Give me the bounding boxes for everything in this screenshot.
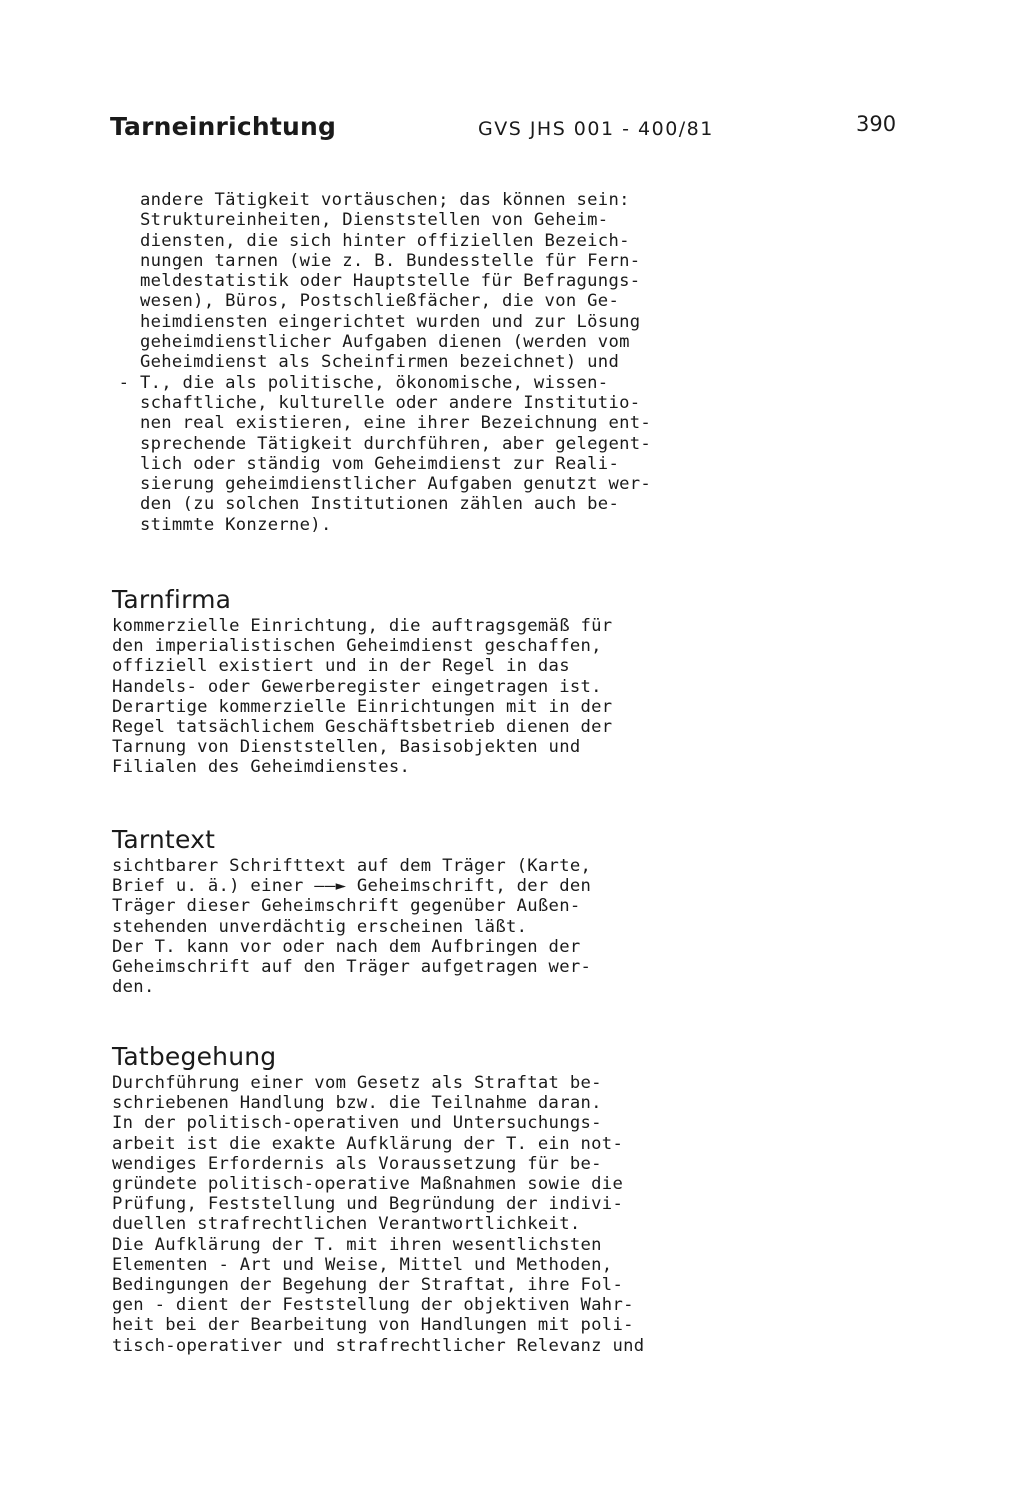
text-line: sprechende Tätigkeit durchführen, aber gelegent- [108, 433, 652, 454]
text-line: Die Aufklärung der T. mit ihren wesentlichsten [112, 1234, 602, 1255]
text-line: sichtbarer Schrifttext auf dem Träger (Karte, [112, 856, 592, 876]
text-line: gründete politisch-operative Maßnahmen sowie die [112, 1174, 624, 1195]
text-line: Struktureinheiten, Dienststellen von Geheim- [108, 210, 609, 231]
text-line: schriebenen Handlung bzw. die Teilnahme daran. [112, 1093, 602, 1114]
text-line: offiziell existiert und in der Regel in das [112, 656, 570, 677]
text-line: In der politisch-operativen und Untersuchungs- [112, 1113, 602, 1134]
text-line: Filialen des Geheimdienstes. [112, 757, 411, 778]
text-line: schaftliche, kulturelle oder andere Institutio- [108, 392, 641, 413]
entry-heading: Tarnfirma [112, 585, 232, 614]
text-line: nen real existieren, eine ihrer Bezeichnung ent- [108, 413, 652, 434]
text-line: Derartige kommerzielle Einrichtungen mit in der [112, 696, 613, 717]
text-line: diensten, die sich hinter offiziellen Bezeich- [108, 230, 630, 251]
text-line: Geheimschrift auf den Träger aufgetragen wer- [112, 957, 592, 978]
text-line: nungen tarnen (wie z. B. Bundesstelle für Fern- [108, 250, 641, 271]
text-line: wendiges Erfordernis als Voraussetzung für be- [112, 1153, 602, 1174]
section-title: Tarneinrichtung [110, 112, 337, 141]
entry-tatbegehung [112, 1043, 772, 1356]
text-line: wesen), Büros, Postschließfächer, die von Ge- [108, 291, 620, 312]
text-line: kommerzielle Einrichtung, die auftragsgemäß für [112, 616, 613, 636]
text-line: duellen strafrechtlichen Verantwortlichkeit. [112, 1214, 581, 1235]
text-line: Tarnung von Dienststellen, Basisobjekten und [112, 737, 581, 758]
entry-heading: Tatbegehung [112, 1042, 277, 1071]
text-line: den. [112, 977, 155, 998]
text-line: meldestatistik oder Hauptstelle für Befragungs- [108, 271, 641, 292]
entry-tarntext [112, 826, 772, 997]
text-line: Bedingungen der Begehung der Straftat, ihre Fol- [112, 1275, 624, 1296]
text-line: Brief u. ä.) einer ——► Geheimschrift, der den [112, 876, 592, 897]
text-line: den imperialistischen Geheimdienst geschaffen, [112, 636, 602, 657]
document-reference: GVS JHS 001 - 400/81 [478, 118, 714, 140]
text-line: Elementen - Art und Weise, Mittel und Methoden, [112, 1254, 613, 1275]
text-line: lich oder ständig vom Geheimdienst zur Reali- [108, 453, 620, 474]
text-line: sierung geheimdienstlicher Aufgaben genutzt wer- [108, 474, 652, 495]
continued-entry-text [108, 190, 788, 535]
text-line: Der T. kann vor oder nach dem Aufbringen der [112, 936, 581, 957]
text-line: Prüfung, Feststellung und Begründung der indivi- [112, 1194, 624, 1215]
text-line: arbeit ist die exakte Aufklärung der T. ein not- [112, 1133, 624, 1154]
entry-tarnfirma [112, 586, 772, 778]
text-line: tisch-operativer und strafrechtlicher Relevanz und [112, 1335, 645, 1356]
text-line: Regel tatsächlichem Geschäftsbetrieb dienen der [112, 717, 613, 738]
text-line: Handels- oder Gewerberegister eingetragen ist. [112, 676, 602, 697]
text-line: stimmte Konzerne). [108, 514, 332, 535]
text-line: Durchführung einer vom Gesetz als Straftat be- [112, 1073, 602, 1093]
text-line: andere Tätigkeit vortäuschen; das können sein: [108, 190, 630, 210]
text-line: gen - dient der Feststellung der objektiven Wahr- [112, 1295, 634, 1316]
text-line: Geheimdienst als Scheinfirmen bezeichnet) und [108, 352, 620, 373]
text-line: - T., die als politische, ökonomische, wissen- [108, 372, 609, 393]
text-line: stehenden unverdächtig erscheinen läßt. [112, 916, 528, 937]
text-line: heit bei der Bearbeitung von Handlungen mit poli- [112, 1315, 634, 1336]
page-number: 390 [856, 112, 897, 136]
text-line: heimdiensten eingerichtet wurden und zur Lösung [108, 311, 641, 332]
text-line: den (zu solchen Institutionen zählen auch be- [108, 494, 620, 515]
entry-heading: Tarntext [112, 825, 216, 854]
text-line: Träger dieser Geheimschrift gegenüber Außen- [112, 896, 581, 917]
page-header [110, 112, 910, 152]
text-line: geheimdienstlicher Aufgaben dienen (werden vom [108, 332, 630, 353]
